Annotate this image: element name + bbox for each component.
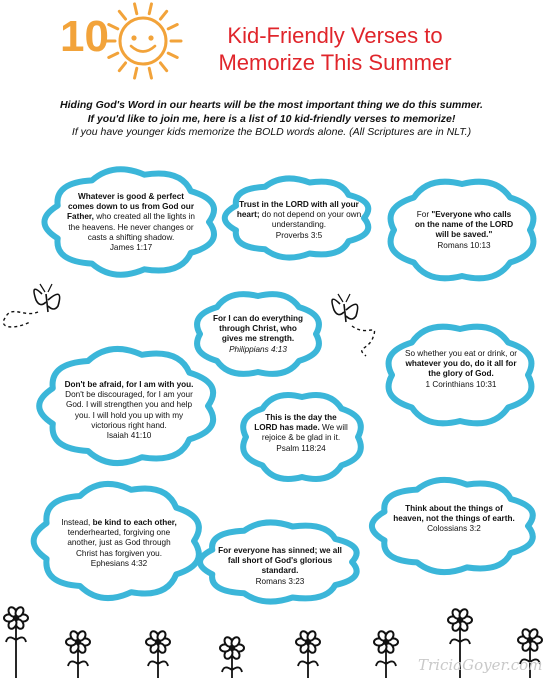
verse-bold: be kind to each other,	[92, 518, 177, 527]
verse-romans-3-23	[218, 546, 342, 587]
verse-reference: Romans 10:13	[437, 240, 491, 250]
verse-reference: Romans 3:23	[255, 576, 305, 586]
verse-bold: "Everyone who calls on the name of the LORD will be saved."	[414, 210, 514, 240]
verse-text: do not depend on your own understanding.	[261, 210, 362, 230]
verse-bold: whatever you do, do it all for the glory of God.	[405, 359, 517, 379]
verse-text: So whether you eat or drink, or	[405, 349, 517, 358]
flower-icon	[66, 630, 90, 678]
verse-reference: 1 Corinthians 10:31	[425, 379, 497, 389]
verse-bold: Trust in the LORD with all your heart;	[236, 200, 359, 220]
title-number: 10	[60, 12, 109, 61]
verse-text: Don't be discouraged, for I am your God. I will strengthen you and help you. I will hold you up with my victorious right hand.	[65, 390, 193, 430]
verse-bold: For I can do everything through Christ, who gives me strength.	[212, 314, 304, 344]
intro-text	[4, 99, 539, 140]
intro-line-1: Hiding God's Word in our hearts will be the most important thing we do this summer.	[60, 99, 483, 111]
verse-reference: James 1:17	[109, 243, 153, 253]
watermark: TriciaGoyer.com	[418, 656, 543, 674]
butterfly-icon	[332, 294, 375, 356]
flower-icon	[4, 606, 28, 678]
verse-ephesians-4-32	[58, 518, 180, 569]
flower-icon	[374, 630, 398, 678]
flower-icon	[220, 636, 244, 678]
verse-reference: Ephesians 4:32	[90, 558, 148, 568]
verse-1-corinthians-10-31	[404, 349, 518, 390]
verse-text: Instead,	[61, 518, 91, 527]
verse-reference: Philippians 4:13	[229, 344, 287, 354]
verse-text: tenderhearted, forgiving one another, just as God through Christ has forgiven you.	[67, 528, 171, 558]
verse-proverbs-3-5	[236, 200, 362, 241]
verse-bold: For everyone has sinned; we all fall short of God's glorious standard.	[218, 546, 342, 576]
verse-text: who created all the lights in the heavens. He never changes or casts a shifting shadow.	[68, 212, 195, 242]
verse-reference: Isaiah 41:10	[106, 431, 152, 441]
verse-reference: Colossians 3:2	[427, 524, 481, 534]
verse-psalm-118-24	[254, 413, 348, 454]
verse-colossians-3-2	[392, 504, 516, 535]
verse-reference: Proverbs 3:5	[275, 230, 323, 240]
verse-bold: Don't be afraid, for I am with you.	[64, 380, 194, 389]
verse-reference: Psalm 118:24	[276, 443, 326, 453]
verse-text: We will rejoice & be glad in it.	[261, 423, 348, 443]
verse-isaiah-41-10	[60, 380, 198, 441]
verse-bold: This is the day the LORD has made.	[254, 413, 337, 433]
verse-james-1-17	[66, 192, 196, 253]
verse-philippians-4-13	[208, 314, 308, 355]
verse-bold: Think about the things of heaven, not the things of earth.	[393, 504, 515, 524]
intro-line-3: If you have younger kids memorize the BOLD words alone. (All Scriptures are in NLT.)	[71, 126, 472, 138]
title-line-2: Memorize This Summer	[218, 50, 452, 75]
butterfly-icon	[3, 284, 59, 327]
verse-text: For	[416, 210, 430, 219]
page-title	[170, 22, 500, 76]
flower-icon	[296, 630, 320, 678]
verse-bold: Whatever is good & perfect comes down to us from God our Father,	[67, 192, 194, 222]
flower-icon	[146, 630, 170, 678]
verse-romans-10-13	[412, 210, 516, 251]
title-line-1: Kid-Friendly Verses to	[227, 23, 443, 48]
intro-line-2: If you'd like to join me, here is a list of 10 kid-friendly verses to memorize!	[87, 112, 456, 125]
